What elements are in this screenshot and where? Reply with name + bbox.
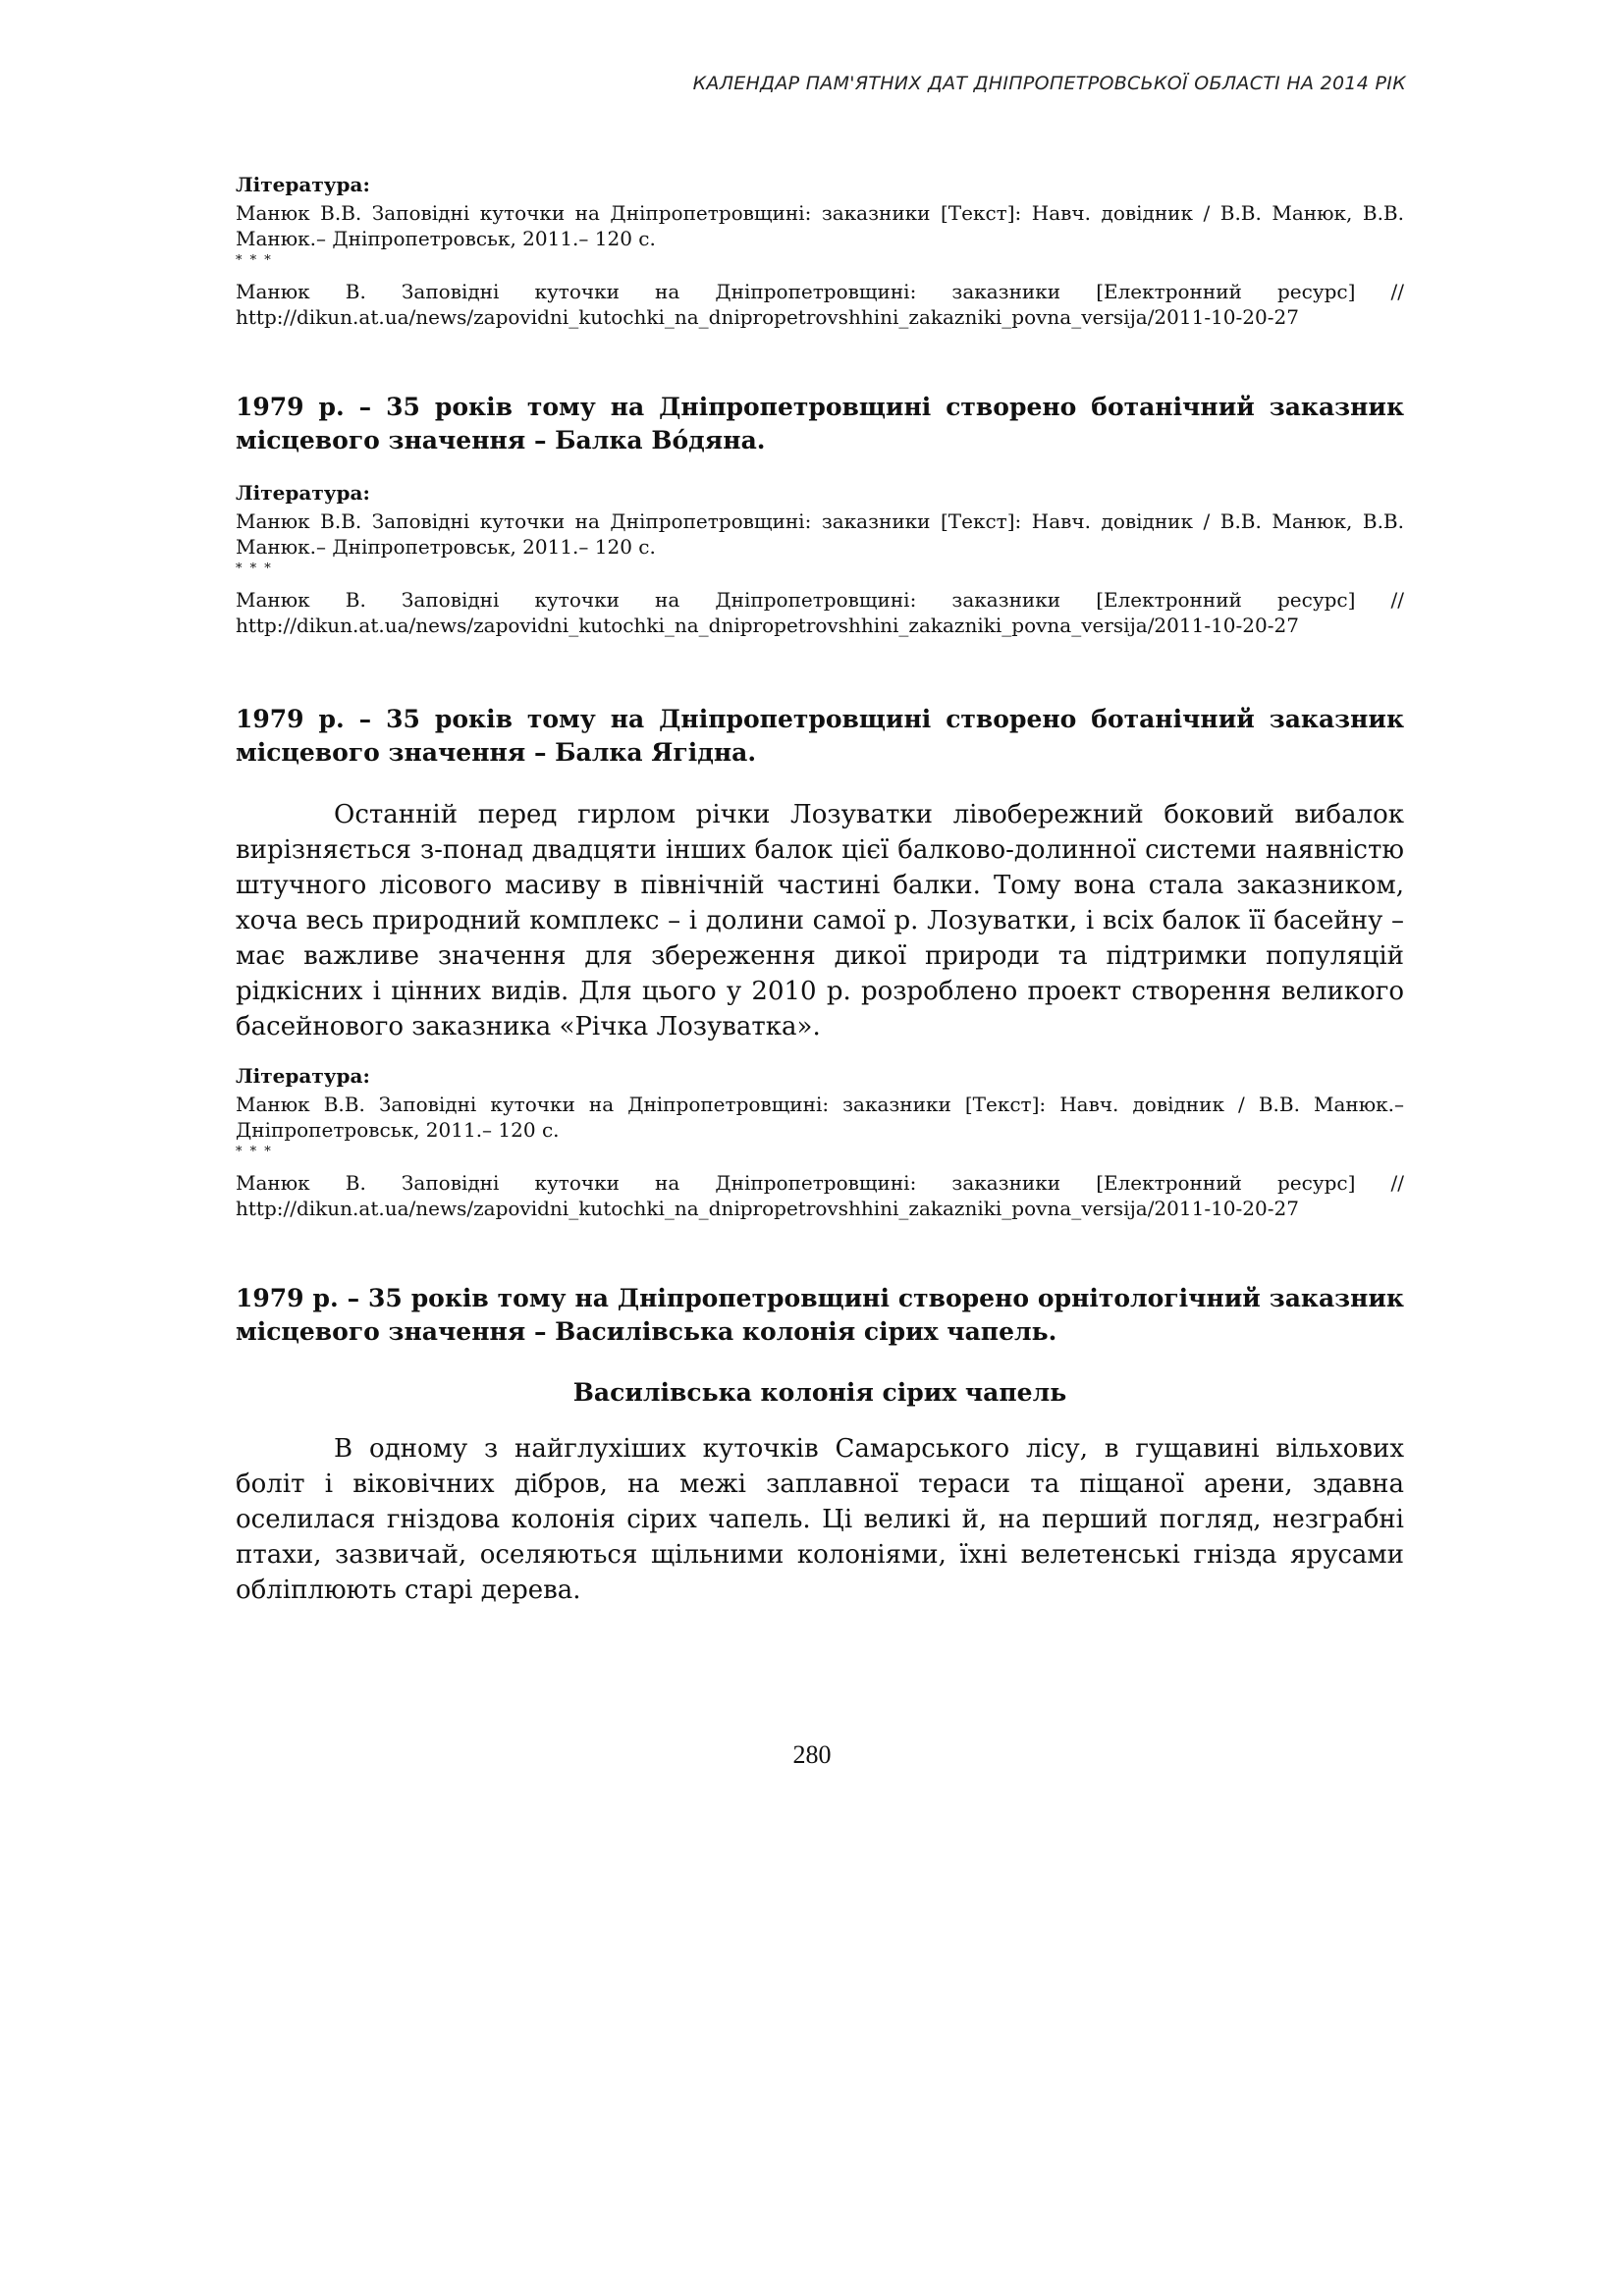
literature-label: Література: [236, 173, 370, 196]
reference-online: Манюк В. Заповідні куточки на Дніпропетровщині: заказники [Електронний ресурс] // http://dikun.at.ua/news/zapovidni_kutochki_na_dnipropetrovshhini_zakazniki_povna_versija/2011-10-20-27 [236, 1171, 1404, 1220]
literature-label: Література: [236, 1064, 370, 1088]
literature-block-top [236, 173, 1404, 330]
separator-stars: * * * [236, 1145, 273, 1159]
running-header: КАЛЕНДАР ПАМ'ЯТНИХ ДАТ ДНІПРОПЕТРОВСЬКОЇ ОБЛАСТІ НА 2014 РІК [692, 73, 1406, 94]
section-paragraph: Останній перед гирлом річки Лозуватки лівобережний боковий вибалок вирізняється з-понад двадцяти інших балок цієї балково-долинної системи наявністю штучного лісового масиву в північній частині балки. Тому вона стала заказником, хоча весь природний комплекс – і долини самої р. Лозуватки, і всіх балок її басейну – має важливе значення для збереження дикої природи та підтримки популяцій рідкісних і цінних видів. Для цього у 2010 р. розроблено проект створення великого басейнового заказника «Річка Лозуватка». [236, 800, 1404, 1041]
section-balka-yahidna [236, 703, 1404, 1221]
section-subheading: Василівська колонія сірих чапель [572, 1378, 1067, 1407]
section-paragraph: В одному з найглухіших куточків Самарського лісу, в гущавині вільхових боліт і віковічних дібров, на межі заплавної тераси та піщаної арени, здавна оселилася гніздова колонія сірих чапель. Ці великі й, на перший погляд, незграбні птахи, зазвичай, оселяються щільними колоніями, їхні велетенські гнізда ярусами обліплюють старі дерева. [236, 1434, 1404, 1605]
section-balka-vodiana [236, 391, 1404, 638]
reference-print: Манюк В.В. Заповідні куточки на Дніпропетровщині: заказники [Текст]: Навч. довідник / В.В. Манюк, В.В. Манюк.– Дніпропетровськ, 2011.– 120 с. [236, 201, 1404, 250]
page-content [236, 173, 1404, 1608]
literature-label: Література: [236, 481, 370, 505]
reference-online: Манюк В. Заповідні куточки на Дніпропетровщині: заказники [Електронний ресурс] // http://dikun.at.ua/news/zapovidni_kutochki_na_dnipropetrovshhini_zakazniki_povna_versija/2011-10-20-27 [236, 280, 1404, 329]
reference-online: Манюк В. Заповідні куточки на Дніпропетровщині: заказники [Електронний ресурс] // http://dikun.at.ua/news/zapovidni_kutochki_na_dnipropetrovshhini_zakazniki_povna_versija/2011-10-20-27 [236, 588, 1404, 637]
section-heron-colony [236, 1282, 1404, 1608]
page-number: 280 [792, 1740, 832, 1769]
reference-print: Манюк В.В. Заповідні куточки на Дніпропетровщині: заказники [Текст]: Навч. довідник / В.В. Манюк.– Дніпропетровськ, 2011.– 120 с. [236, 1093, 1404, 1142]
separator-stars: * * * [236, 253, 273, 268]
section-heading: 1979 р. – 35 років тому на Дніпропетровщині створено ботанічний заказник місцевого значення – Балка Вóдяна. [236, 393, 1404, 454]
section-heading: 1979 р. – 35 років тому на Дніпропетровщині створено ботанічний заказник місцевого значення – Балка Ягідна. [236, 705, 1404, 767]
section-heading: 1979 р. – 35 років тому на Дніпропетровщині створено орнітологічний заказник місцевого значення – Василівська колонія сірих чапель. [236, 1284, 1404, 1346]
separator-stars: * * * [236, 561, 273, 576]
reference-print: Манюк В.В. Заповідні куточки на Дніпропетровщині: заказники [Текст]: Навч. довідник / В.В. Манюк, В.В. Манюк.– Дніпропетровськ, 2011.– 120 с. [236, 509, 1404, 559]
